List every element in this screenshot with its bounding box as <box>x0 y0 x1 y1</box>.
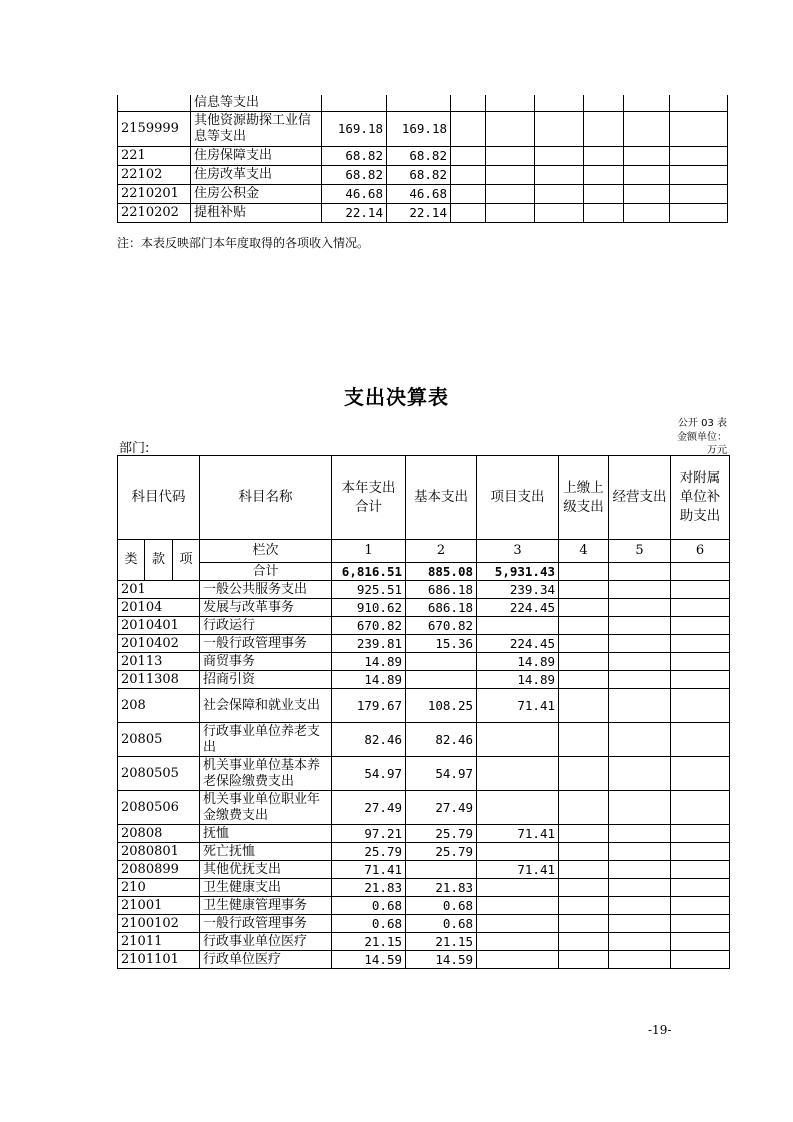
row-code: 2100102 <box>118 915 200 933</box>
row-empty-cell <box>535 204 584 223</box>
row-name: 行政单位医疗 <box>200 951 332 969</box>
row-project: 14.89 <box>477 671 559 689</box>
row-total: 14.59 <box>332 951 406 969</box>
row-basic: 21.83 <box>406 879 477 897</box>
row-subsidy <box>671 599 730 617</box>
header-xiang: 项 <box>173 540 200 581</box>
row-total <box>322 95 387 112</box>
row-upper <box>559 617 609 635</box>
row-total: 46.68 <box>322 185 387 204</box>
row-project <box>477 791 559 825</box>
row-empty-cell <box>584 147 624 166</box>
row-empty-cell <box>624 185 670 204</box>
row-project: 224.45 <box>477 599 559 617</box>
row-empty-cell <box>535 185 584 204</box>
row-business <box>609 671 671 689</box>
row-basic <box>406 671 477 689</box>
row-upper <box>559 897 609 915</box>
row-name: 机关事业单位基本养老保险缴费支出 <box>200 757 332 791</box>
row-total: 670.82 <box>332 617 406 635</box>
row-subsidy <box>671 653 730 671</box>
row-total: 54.97 <box>332 757 406 791</box>
row-subsidy <box>671 897 730 915</box>
header-lanci: 栏次 <box>200 540 332 563</box>
table-row <box>118 204 728 223</box>
row-subsidy <box>671 825 730 843</box>
row-subsidy <box>671 671 730 689</box>
row-subsidy <box>671 915 730 933</box>
row-business <box>609 635 671 653</box>
row-name: 社会保障和就业支出 <box>200 689 332 723</box>
row-business <box>609 879 671 897</box>
table-row <box>118 185 728 204</box>
sum-label: 合计 <box>200 563 332 581</box>
row-business <box>609 843 671 861</box>
row-name: 卫生健康支出 <box>200 879 332 897</box>
row-empty-cell <box>486 185 535 204</box>
row-name: 住房保障支出 <box>191 147 322 166</box>
row-business <box>609 723 671 757</box>
row-code: 210 <box>118 879 200 897</box>
row-code: 2080801 <box>118 843 200 861</box>
header-code: 科目代码 <box>118 456 200 540</box>
row-empty-cell <box>535 166 584 185</box>
row-code <box>118 95 191 112</box>
row-name: 信息等支出 <box>191 95 322 112</box>
row-upper <box>559 723 609 757</box>
row-total: 0.68 <box>332 915 406 933</box>
row-total: 97.21 <box>332 825 406 843</box>
row-upper <box>559 843 609 861</box>
page-number: -19- <box>648 1023 672 1037</box>
row-name: 行政事业单位医疗 <box>200 933 332 951</box>
row-code: 21011 <box>118 933 200 951</box>
row-empty-cell <box>451 147 486 166</box>
expenditure-table-body <box>118 456 730 969</box>
col-number-2: 2 <box>406 540 477 563</box>
row-code: 22102 <box>118 166 191 185</box>
header-name: 科目名称 <box>200 456 332 540</box>
table-row <box>118 879 730 897</box>
row-total: 21.15 <box>332 933 406 951</box>
row-project: 239.34 <box>477 581 559 599</box>
row-code: 2210201 <box>118 185 191 204</box>
column-number-row <box>118 540 730 563</box>
expenditure-table <box>117 455 730 969</box>
table-row <box>118 95 728 112</box>
row-project <box>477 843 559 861</box>
table-row <box>118 897 730 915</box>
row-name: 一般行政管理事务 <box>200 635 332 653</box>
row-subsidy <box>671 723 730 757</box>
row-empty-cell <box>486 95 535 112</box>
row-basic: 54.97 <box>406 757 477 791</box>
row-business <box>609 791 671 825</box>
row-empty-cell <box>670 204 728 223</box>
row-name: 行政事业单位养老支出 <box>200 723 332 757</box>
row-empty-cell <box>535 112 584 147</box>
row-name: 招商引资 <box>200 671 332 689</box>
row-code: 221 <box>118 147 191 166</box>
row-code: 2210202 <box>118 204 191 223</box>
row-total: 68.82 <box>322 166 387 185</box>
row-business <box>609 933 671 951</box>
row-subsidy <box>671 757 730 791</box>
row-basic: 670.82 <box>406 617 477 635</box>
row-upper <box>559 915 609 933</box>
row-total: 179.67 <box>332 689 406 723</box>
row-name: 卫生健康管理事务 <box>200 897 332 915</box>
row-name: 抚恤 <box>200 825 332 843</box>
row-total: 21.83 <box>332 879 406 897</box>
row-basic: 46.68 <box>387 185 451 204</box>
row-business <box>609 599 671 617</box>
row-code: 20104 <box>118 599 200 617</box>
table-row <box>118 112 728 147</box>
row-name: 发展与改革事务 <box>200 599 332 617</box>
row-basic <box>387 95 451 112</box>
row-subsidy <box>671 933 730 951</box>
row-name: 其他优抚支出 <box>200 861 332 879</box>
row-business <box>609 951 671 969</box>
sum-row <box>118 563 730 581</box>
row-upper <box>559 653 609 671</box>
table-row <box>118 861 730 879</box>
table-row <box>118 147 728 166</box>
row-empty-cell <box>451 95 486 112</box>
row-basic: 0.68 <box>406 897 477 915</box>
row-empty-cell <box>451 204 486 223</box>
row-business <box>609 689 671 723</box>
row-name: 一般公共服务支出 <box>200 581 332 599</box>
row-basic: 25.79 <box>406 825 477 843</box>
table-row <box>118 843 730 861</box>
row-upper <box>559 671 609 689</box>
row-basic: 22.14 <box>387 204 451 223</box>
department-label: 部门: <box>119 441 150 456</box>
sum-subsidy <box>671 563 730 581</box>
row-upper <box>559 951 609 969</box>
row-business <box>609 581 671 599</box>
row-basic: 108.25 <box>406 689 477 723</box>
table-row <box>118 791 730 825</box>
sum-total: 6,816.51 <box>332 563 406 581</box>
header-basic: 基本支出 <box>406 456 477 540</box>
row-project: 71.41 <box>477 861 559 879</box>
table-row <box>118 581 730 599</box>
row-total: 82.46 <box>332 723 406 757</box>
row-project <box>477 723 559 757</box>
header-business: 经营支出 <box>609 456 671 540</box>
col-number-4: 4 <box>559 540 609 563</box>
row-basic: 27.49 <box>406 791 477 825</box>
row-basic: 14.59 <box>406 951 477 969</box>
header-total: 本年支出合计 <box>332 456 406 540</box>
row-project: 71.41 <box>477 689 559 723</box>
row-name: 行政运行 <box>200 617 332 635</box>
row-basic: 686.18 <box>406 599 477 617</box>
row-basic: 68.82 <box>387 147 451 166</box>
row-subsidy <box>671 879 730 897</box>
row-project <box>477 951 559 969</box>
form-code: 公开 03 表 <box>677 418 727 429</box>
row-name: 一般行政管理事务 <box>200 915 332 933</box>
row-project: 14.89 <box>477 653 559 671</box>
row-code: 2080899 <box>118 861 200 879</box>
row-subsidy <box>671 843 730 861</box>
table-row <box>118 825 730 843</box>
row-project <box>477 897 559 915</box>
row-project <box>477 933 559 951</box>
row-empty-cell <box>670 185 728 204</box>
row-empty-cell <box>486 166 535 185</box>
row-total: 0.68 <box>332 897 406 915</box>
row-name: 商贸事务 <box>200 653 332 671</box>
table-row <box>118 757 730 791</box>
row-upper <box>559 791 609 825</box>
row-business <box>609 653 671 671</box>
row-basic: 686.18 <box>406 581 477 599</box>
row-code: 201 <box>118 581 200 599</box>
row-name: 机关事业单位职业年金缴费支出 <box>200 791 332 825</box>
row-empty-cell <box>670 95 728 112</box>
row-empty-cell <box>584 204 624 223</box>
row-name: 死亡抚恤 <box>200 843 332 861</box>
header-row <box>118 456 730 540</box>
table-row <box>118 723 730 757</box>
row-code: 2010401 <box>118 617 200 635</box>
row-total: 68.82 <box>322 147 387 166</box>
row-code: 2159999 <box>118 112 191 147</box>
row-empty-cell <box>535 147 584 166</box>
row-business <box>609 915 671 933</box>
row-empty-cell <box>624 95 670 112</box>
row-total: 22.14 <box>322 204 387 223</box>
row-empty-cell <box>670 112 728 147</box>
row-code: 2011308 <box>118 671 200 689</box>
row-business <box>609 825 671 843</box>
table-row <box>118 915 730 933</box>
row-upper <box>559 757 609 791</box>
row-basic: 25.79 <box>406 843 477 861</box>
table-note: 注：本表反映部门本年度取得的各项收入情况。 <box>117 236 370 250</box>
row-total: 169.18 <box>322 112 387 147</box>
row-basic: 82.46 <box>406 723 477 757</box>
table-row <box>118 689 730 723</box>
row-business <box>609 757 671 791</box>
row-empty-cell <box>584 166 624 185</box>
sum-basic: 885.08 <box>406 563 477 581</box>
row-project <box>477 757 559 791</box>
col-number-6: 6 <box>671 540 730 563</box>
row-basic: 0.68 <box>406 915 477 933</box>
row-empty-cell <box>584 185 624 204</box>
row-project: 71.41 <box>477 825 559 843</box>
header-kuan: 款 <box>145 540 173 581</box>
table-row <box>118 635 730 653</box>
header-upper: 上缴上级支出 <box>559 456 609 540</box>
row-total: 925.51 <box>332 581 406 599</box>
row-empty-cell <box>486 204 535 223</box>
table-row <box>118 951 730 969</box>
row-total: 27.49 <box>332 791 406 825</box>
col-number-3: 3 <box>477 540 559 563</box>
row-empty-cell <box>486 112 535 147</box>
row-name: 提租补贴 <box>191 204 322 223</box>
row-total: 71.41 <box>332 861 406 879</box>
row-total: 14.89 <box>332 671 406 689</box>
row-code: 21001 <box>118 897 200 915</box>
row-upper <box>559 689 609 723</box>
row-subsidy <box>671 861 730 879</box>
row-total: 25.79 <box>332 843 406 861</box>
row-empty-cell <box>451 185 486 204</box>
row-name: 住房改革支出 <box>191 166 322 185</box>
row-code: 20113 <box>118 653 200 671</box>
row-empty-cell <box>624 204 670 223</box>
row-subsidy <box>671 617 730 635</box>
table-row <box>118 653 730 671</box>
col-number-5: 5 <box>609 540 671 563</box>
row-empty-cell <box>670 166 728 185</box>
row-total: 14.89 <box>332 653 406 671</box>
table-row <box>118 617 730 635</box>
top-table-body <box>118 95 728 223</box>
row-project <box>477 915 559 933</box>
row-empty-cell <box>584 112 624 147</box>
row-empty-cell <box>670 147 728 166</box>
row-business <box>609 897 671 915</box>
row-code: 2080505 <box>118 757 200 791</box>
row-code: 20808 <box>118 825 200 843</box>
row-project <box>477 617 559 635</box>
row-empty-cell <box>535 95 584 112</box>
row-total: 910.62 <box>332 599 406 617</box>
row-subsidy <box>671 635 730 653</box>
row-upper <box>559 581 609 599</box>
row-empty-cell <box>486 147 535 166</box>
row-upper <box>559 825 609 843</box>
row-basic: 21.15 <box>406 933 477 951</box>
row-empty-cell <box>624 112 670 147</box>
row-subsidy <box>671 791 730 825</box>
row-upper <box>559 635 609 653</box>
page-title: 支出决算表 <box>344 385 449 409</box>
row-upper <box>559 879 609 897</box>
row-basic: 68.82 <box>387 166 451 185</box>
row-name: 住房公积金 <box>191 185 322 204</box>
row-business <box>609 617 671 635</box>
row-empty-cell <box>624 166 670 185</box>
row-upper <box>559 933 609 951</box>
table-row <box>118 671 730 689</box>
header-lei: 类 <box>118 540 145 581</box>
row-project: 224.45 <box>477 635 559 653</box>
sum-upper <box>559 563 609 581</box>
row-basic: 15.36 <box>406 635 477 653</box>
header-subsidy: 对附属单位补助支出 <box>671 456 730 540</box>
row-name: 其他资源勘探工业信息等支出 <box>191 112 322 147</box>
unit-value: 万元 <box>707 445 727 456</box>
row-subsidy <box>671 951 730 969</box>
row-code: 20805 <box>118 723 200 757</box>
row-code: 2010402 <box>118 635 200 653</box>
row-upper <box>559 599 609 617</box>
row-empty-cell <box>451 112 486 147</box>
col-number-1: 1 <box>332 540 406 563</box>
row-business <box>609 861 671 879</box>
row-project <box>477 879 559 897</box>
row-code: 2101101 <box>118 951 200 969</box>
row-subsidy <box>671 581 730 599</box>
row-empty-cell <box>624 147 670 166</box>
header-project: 项目支出 <box>477 456 559 540</box>
sum-business <box>609 563 671 581</box>
row-basic: 169.18 <box>387 112 451 147</box>
sum-project: 5,931.43 <box>477 563 559 581</box>
unit-label: 金额单位： <box>677 432 727 443</box>
row-total: 239.81 <box>332 635 406 653</box>
row-subsidy <box>671 689 730 723</box>
table-row <box>118 599 730 617</box>
row-upper <box>559 861 609 879</box>
table-row <box>118 933 730 951</box>
row-basic <box>406 861 477 879</box>
row-code: 2080506 <box>118 791 200 825</box>
row-code: 208 <box>118 689 200 723</box>
row-basic <box>406 653 477 671</box>
table-row <box>118 166 728 185</box>
row-empty-cell <box>584 95 624 112</box>
top-continuation-table <box>117 95 728 223</box>
row-empty-cell <box>451 166 486 185</box>
